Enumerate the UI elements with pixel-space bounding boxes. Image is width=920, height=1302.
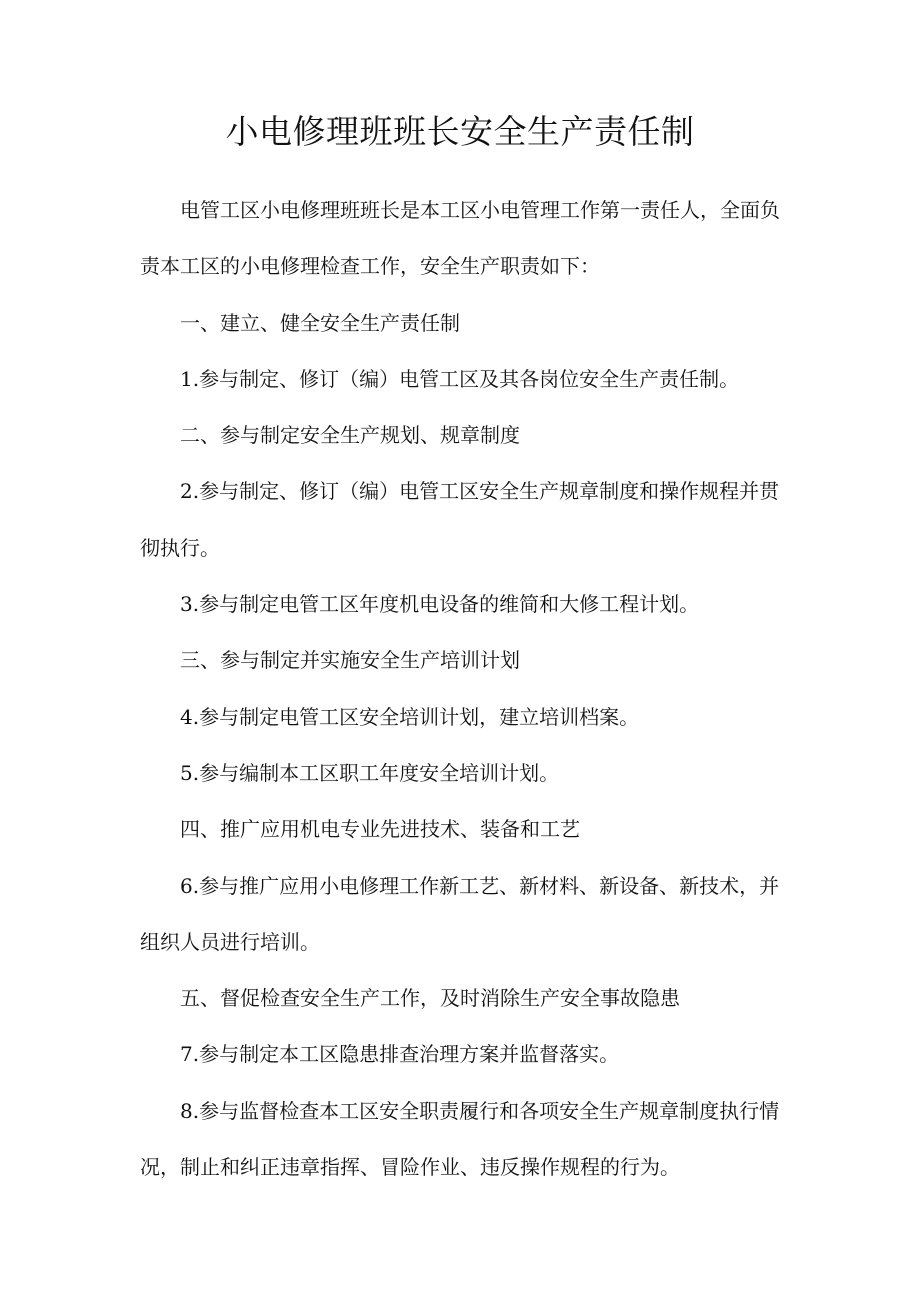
section-heading-5: 五、督促检查安全生产工作，及时消除生产安全事故隐患: [180, 986, 680, 1011]
clause-7: 7.参与制定本工区隐患排查治理方案并监督落实。: [180, 1042, 620, 1067]
section-heading-4: 四、推广应用机电专业先进技术、装备和工艺: [180, 817, 580, 842]
section-heading-2: 二、参与制定安全生产规划、规章制度: [180, 423, 520, 448]
document-title: 小电修理班班长安全生产责任制: [225, 112, 695, 151]
section-heading-3: 三、参与制定并实施安全生产培训计划: [180, 648, 520, 673]
clause-3: 3.参与制定电管工区年度机电设备的维简和大修工程计划。: [180, 592, 700, 617]
section-heading-1: 一、建立、健全安全生产责任制: [180, 310, 460, 335]
clause-6: 6.参与推广应用小电修理工作新工艺、新材料、新设备、新技术，并组织人员进行培训。: [140, 873, 780, 954]
document-body: [140, 182, 782, 1195]
intro-paragraph: 电管工区小电修理班班长是本工区小电管理工作第一责任人，全面负责本工区的小电修理检查工作，安全生产职责如下：: [140, 198, 780, 279]
clause-2: 2.参与制定、修订（编）电管工区安全生产规章制度和操作规程并贯彻执行。: [140, 479, 780, 560]
clause-5: 5.参与编制本工区职工年度安全培训计划。: [180, 760, 560, 785]
clause-4: 4.参与制定电管工区安全培训计划，建立培训档案。: [180, 704, 640, 729]
clause-8: 8.参与监督检查本工区安全职责履行和各项安全生产规章制度执行情况，制止和纠正违章指挥、冒险作业、违反操作规程的行为。: [140, 1098, 780, 1180]
clause-1: 1.参与制定、修订（编）电管工区及其各岗位安全生产责任制。: [180, 366, 740, 391]
